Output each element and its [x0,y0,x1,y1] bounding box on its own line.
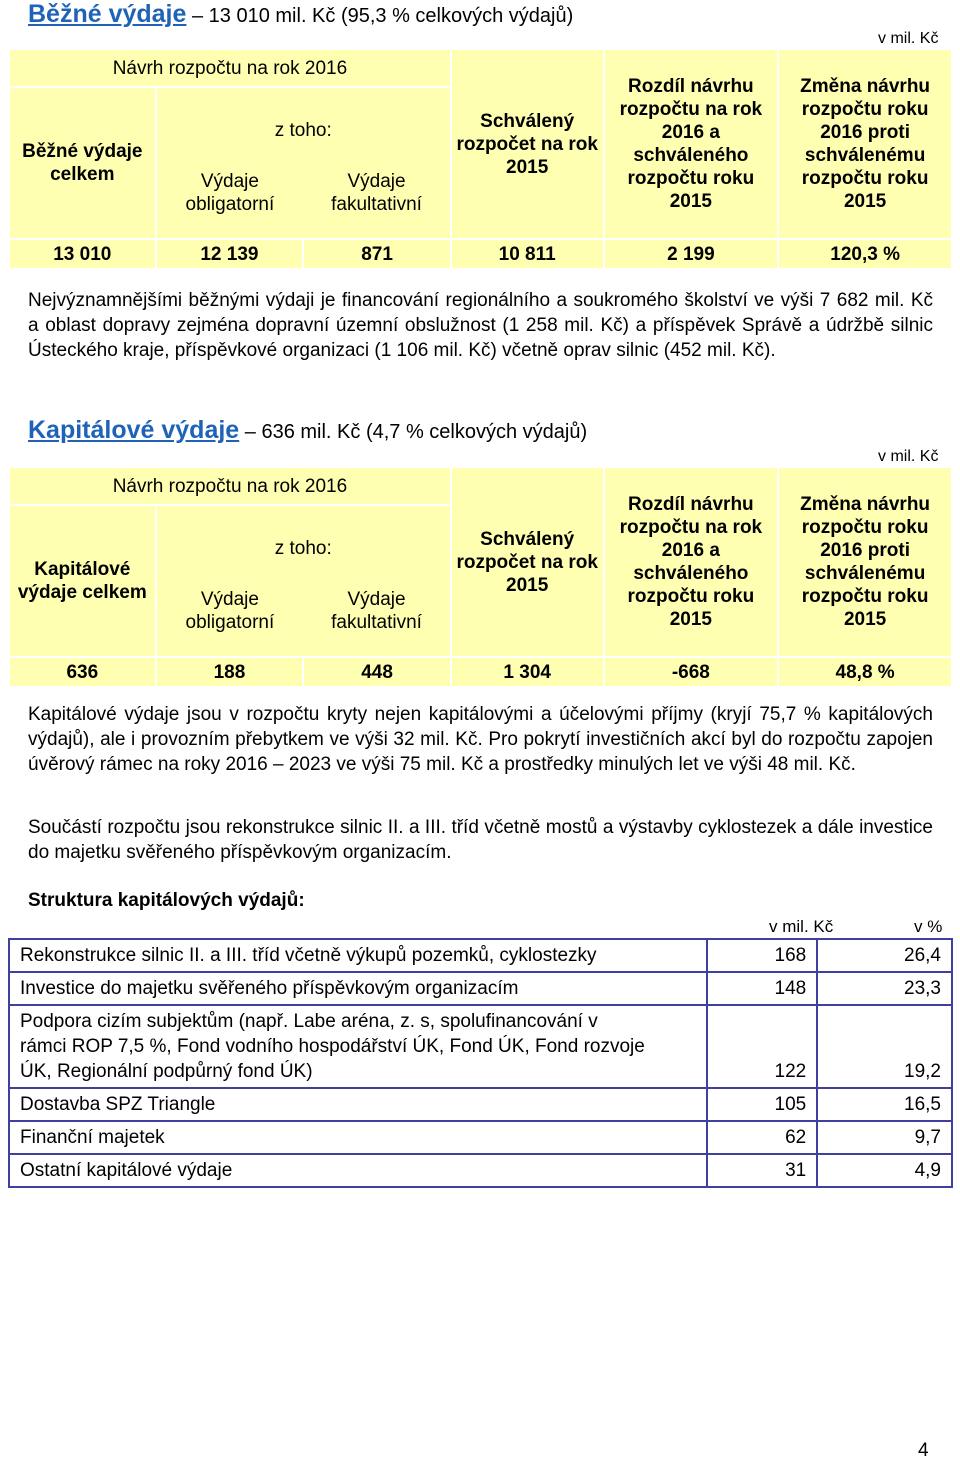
current-expenses-table [8,48,953,270]
structure-row-label: Dostavba SPZ Triangle [9,1088,707,1121]
table-row [9,1005,952,1088]
page-number: 4 [918,1440,929,1461]
structure-row-label: Finanční majetek [9,1121,707,1154]
capital-expenses-heading [28,416,587,445]
capital-value-approved: 1 304 [452,658,603,686]
table-row [9,939,952,972]
structure-row-amount: 62 [707,1121,817,1154]
current-expenses-summary: – 13 010 mil. Kč (95,3 % celkových výdajů) [191,5,574,27]
table-row [9,1121,952,1154]
capital-value-mandatory: 188 [157,658,303,686]
structure-title: Struktura kapitálových výdajů: [28,890,305,911]
structure-row-percent: 26,4 [817,939,952,972]
current-value-total: 13 010 [10,240,155,268]
capital-col-total: Kapitálové výdaje celkem [10,506,155,656]
capital-col-mandatory: Výdaje obligatorní [185,588,275,633]
current-col-mandatory: Výdaje obligatorní [185,170,275,215]
structure-row-amount: 168 [707,939,817,972]
structure-row-label: Rekonstrukce silnic II. a III. tříd včetně výkupů pozemků, cyklostezky [9,939,707,972]
structure-unit-amount: v mil. Kč [769,917,834,936]
structure-row-label: Investice do majetku svěřeného příspěvkovým organizacím [9,972,707,1005]
capital-value-total: 636 [10,658,155,686]
current-expenses-heading [28,0,573,29]
current-value-optional: 871 [304,240,450,268]
structure-row-amount: 122 [707,1005,817,1088]
current-of-which-label: z toho: [274,119,332,141]
capital-structure-table [8,938,953,1188]
capital-expenses-paragraph-1: Kapitálové výdaje jsou v rozpočtu kryty nejen kapitálovými a účelovými příjmy (kryjí 75,7 % kapitálových výdajů), ale i provozním přebytkem ve výši 32 mil. Kč. Pro pokrytí investičních akcí byl do rozpočtu zapojen úvěrový rámec na roky 2016 – 2023 ve výši 75 mil. Kč a prostředky minulých let ve výši 48 mil. Kč. [28,704,933,775]
current-value-approved: 10 811 [452,240,603,268]
table-row [9,972,952,1005]
capital-expenses-summary: – 636 mil. Kč (4,7 % celkových výdajů) [244,421,588,443]
current-col-optional: Výdaje fakultativní [331,170,422,215]
capital-units-label: v mil. Kč [878,448,939,465]
capital-expenses-link[interactable]: Kapitálové výdaje [28,416,240,444]
capital-col-change: Změna návrhu rozpočtu roku 2016 proti schválenému rozpočtu roku 2015 [779,468,951,656]
capital-value-change: 48,8 % [779,658,951,686]
structure-row-label: Ostatní kapitálové výdaje [9,1154,707,1187]
current-col-approved: Schválený rozpočet na rok 2015 [452,50,603,238]
structure-row-percent: 9,7 [817,1121,952,1154]
capital-expenses-paragraph-2: Součástí rozpočtu jsou rekonstrukce silnic II. a III. tříd včetně mostů a výstavby cyklostezek a dále investice do majetku svěřeného příspěvkovým organizacím. [28,817,933,863]
current-units-label: v mil. Kč [878,30,939,47]
capital-value-difference: -668 [605,658,778,686]
capital-col-optional: Výdaje fakultativní [331,588,422,633]
structure-row-percent: 4,9 [817,1154,952,1187]
structure-row-amount: 105 [707,1088,817,1121]
current-expenses-link[interactable]: Běžné výdaje [28,0,187,28]
current-value-change: 120,3 % [779,240,951,268]
structure-row-amount: 31 [707,1154,817,1187]
table-row [9,1088,952,1121]
current-col-difference: Rozdíl návrhu rozpočtu na rok 2016 a schváleného rozpočtu roku 2015 [605,50,778,238]
current-col-change: Změna návrhu rozpočtu roku 2016 proti schválenému rozpočtu roku 2015 [779,50,951,238]
current-value-mandatory: 12 139 [157,240,303,268]
current-value-difference: 2 199 [605,240,778,268]
capital-col-difference: Rozdíl návrhu rozpočtu na rok 2016 a schváleného rozpočtu roku 2015 [605,468,778,656]
structure-unit-percent: v % [914,917,943,936]
current-draft-group-header: Návrh rozpočtu na rok 2016 [10,50,450,86]
capital-of-which-label: z toho: [274,537,332,559]
current-expenses-paragraph: Nejvýznamnějšími běžnými výdaji je financování regionálního a soukromého školství ve výši 7 682 mil. Kč a oblast dopravy zejména dopravní územní obslužnost (1 258 mil. Kč) a příspěvek Správě a údržbě silnic Ústeckého kraje, příspěvkové organizaci (1 106 mil. Kč) včetně oprav silnic (452 mil. Kč). [28,290,933,361]
capital-draft-group-header: Návrh rozpočtu na rok 2016 [10,468,450,504]
structure-row-amount: 148 [707,972,817,1005]
capital-expenses-table [8,466,953,688]
structure-row-percent: 16,5 [817,1088,952,1121]
capital-col-approved: Schválený rozpočet na rok 2015 [452,468,603,656]
current-col-total: Běžné výdaje celkem [10,88,155,238]
table-row [9,1154,952,1187]
structure-row-percent: 19,2 [817,1005,952,1088]
structure-row-percent: 23,3 [817,972,952,1005]
structure-row-label: Podpora cizím subjektům (např. Labe aréna, z. s, spolufinancování v rámci ROP 7,5 %, Fond vodního hospodářství ÚK, Fond ÚK, Fond rozvoje ÚK, Regionální podpůrný fond ÚK) [9,1005,707,1088]
capital-value-optional: 448 [304,658,450,686]
